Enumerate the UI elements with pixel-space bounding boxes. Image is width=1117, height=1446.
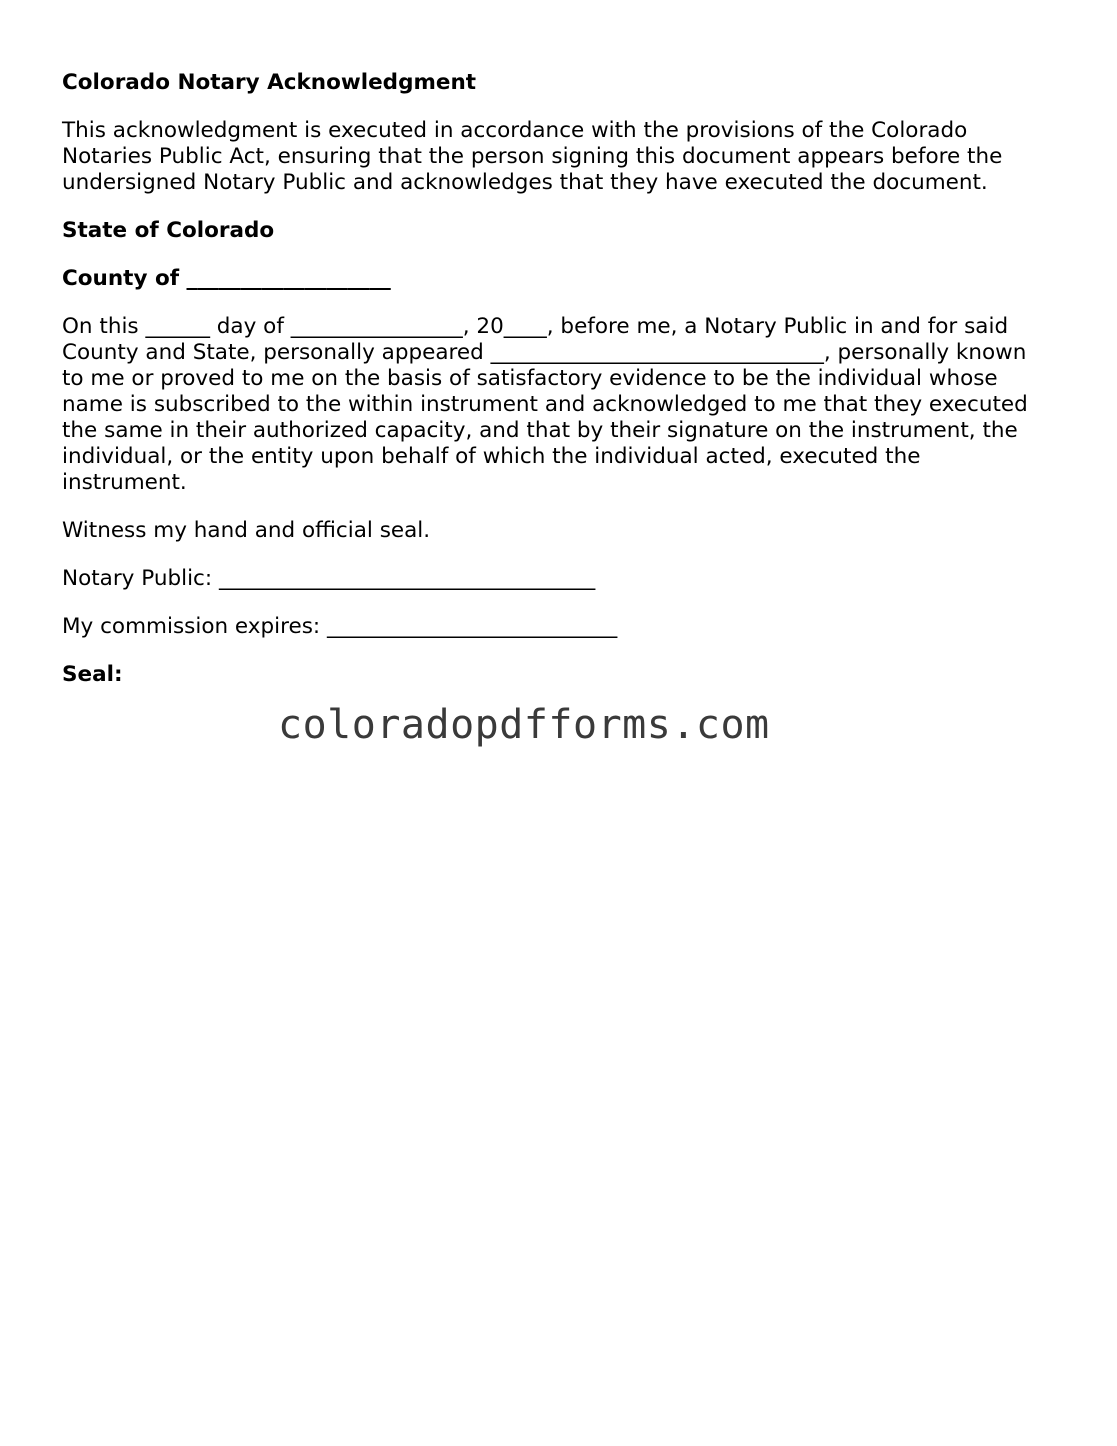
seal-label: Seal: xyxy=(62,662,123,687)
body-line[interactable]: County and State, personally appeared _______________________________, personally known xyxy=(62,340,1027,365)
body-line[interactable]: On this ______ day of ________________, 20____, before me, a Notary Public in and for said xyxy=(62,314,1009,339)
intro-line: Notaries Public Act, ensuring that the person signing this document appears before the xyxy=(62,144,1003,169)
watermark: coloradopdfforms.com xyxy=(278,702,770,748)
notary-public-signature-field[interactable]: Notary Public: ___________________________________ xyxy=(62,566,596,591)
body-line: name is subscribed to the within instrument and acknowledged to me that they executed xyxy=(62,392,1028,417)
document-title: Colorado Notary Acknowledgment xyxy=(62,70,477,95)
intro-line: undersigned Notary Public and acknowledges that they have executed the document. xyxy=(62,170,988,195)
acknowledgment-body xyxy=(62,314,1062,496)
document-page xyxy=(62,70,1062,688)
county-field[interactable]: County of ___________________ xyxy=(62,266,391,291)
body-line: the same in their authorized capacity, and that by their signature on the instrument, the xyxy=(62,418,1018,443)
intro-paragraph xyxy=(62,118,1062,196)
intro-line: This acknowledgment is executed in accordance with the provisions of the Colorado xyxy=(62,118,968,143)
body-line: instrument. xyxy=(62,470,187,495)
state-label: State of Colorado xyxy=(62,218,275,243)
body-line: individual, or the entity upon behalf of which the individual acted, executed the xyxy=(62,444,921,469)
witness-statement: Witness my hand and official seal. xyxy=(62,518,431,543)
commission-expiration-field[interactable]: My commission expires: ___________________________ xyxy=(62,614,618,639)
body-line: to me or proved to me on the basis of satisfactory evidence to be the individual whose xyxy=(62,366,998,391)
